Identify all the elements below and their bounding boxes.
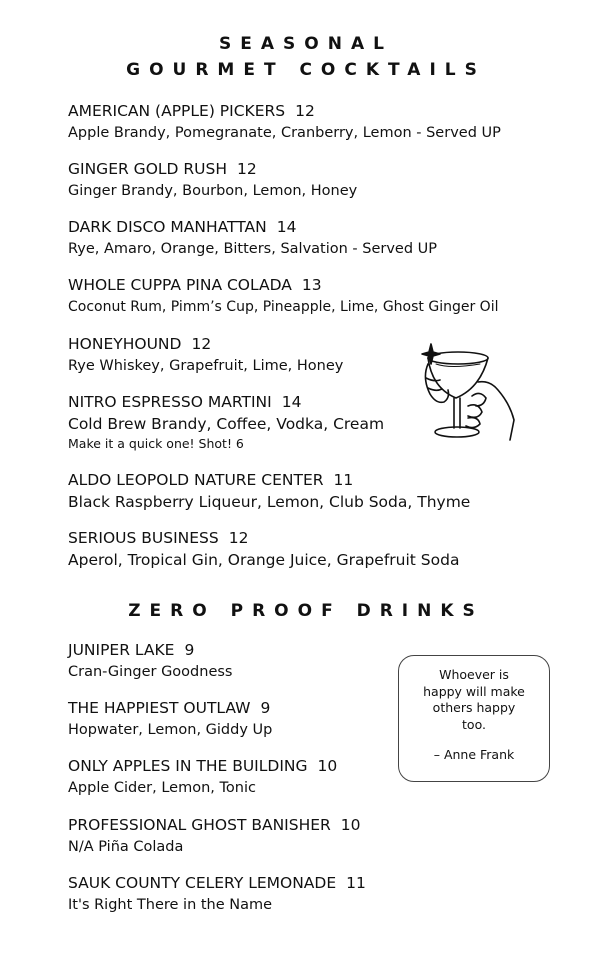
item-price: 12 [295,102,315,120]
item-description: Apple Brandy, Pomegranate, Cranberry, Lemon - Served UP [68,125,501,141]
menu-item [68,216,437,260]
item-name: THE HAPPIEST OUTLAW [68,699,251,717]
menu-item [68,697,272,741]
item-name: NITRO ESPRESSO MARTINI [68,393,272,411]
item-description: Coconut Rum, Pimm’s Cup, Pineapple, Lime, Ghost Ginger Oil [68,299,499,315]
menu-item [68,527,459,571]
menu-item [68,814,361,858]
cocktail-glass-icon [420,342,520,446]
item-description: Hopwater, Lemon, Giddy Up [68,722,273,738]
item-description: Aperol, Tropical Gin, Orange Juice, Grapefruit Soda [68,551,460,569]
quote-author: – Anne Frank [433,747,515,762]
item-name: SAUK COUNTY CELERY LEMONADE [68,874,337,892]
cocktails-heading-line2: GOURMET COCKTAILS [126,60,486,80]
item-name: DARK DISCO MANHATTAN [68,218,267,236]
menu-item [68,872,366,916]
menu-item [68,639,232,683]
item-price: 9 [184,641,195,659]
item-name: ONLY APPLES IN THE BUILDING [68,757,308,775]
item-price: 11 [346,874,366,892]
item-price: 12 [191,335,212,353]
item-description: It's Right There in the Name [68,897,273,913]
item-name: SERIOUS BUSINESS [68,529,219,547]
menu-item [68,755,337,799]
item-description: Black Raspberry Liqueur, Lemon, Club Soda, Thyme [68,493,471,511]
zero-proof-heading: ZERO PROOF DRINKS [128,601,484,621]
menu-item [68,100,501,144]
quote-box [398,655,550,782]
item-description: Rye, Amaro, Orange, Bitters, Salvation - Served UP [68,241,438,257]
item-price: 9 [260,699,271,717]
item-price: 12 [237,160,257,178]
cocktails-heading-line1: SEASONAL [219,34,393,54]
item-price: 13 [301,276,322,294]
quote-text: Whoever is happy will make others happy too. [423,667,525,732]
item-price: 11 [333,471,354,489]
menu-item [68,274,498,318]
menu-item [68,391,384,453]
item-note: Make it a quick one! Shot! 6 [68,436,244,451]
item-price: 12 [228,529,249,547]
menu-item [68,333,343,377]
item-name: HONEYHOUND [68,335,182,353]
item-description: Cran-Ginger Goodness [68,664,233,680]
menu-item [68,158,357,202]
item-name: AMERICAN (APPLE) PICKERS [68,102,286,120]
item-name: JUNIPER LAKE [68,641,175,659]
menu-item [68,469,470,513]
item-description: Rye Whiskey, Grapefruit, Lime, Honey [68,358,344,374]
item-price: 10 [340,816,361,834]
item-price: 10 [317,757,338,775]
item-name: PROFESSIONAL GHOST BANISHER [68,816,331,834]
item-name: WHOLE CUPPA PINA COLADA [68,276,292,294]
item-name: GINGER GOLD RUSH [68,160,227,178]
item-description: N/A Piña Colada [68,839,184,855]
item-description: Apple Cider, Lemon, Tonic [68,780,256,796]
item-price: 14 [276,218,297,236]
item-description: Ginger Brandy, Bourbon, Lemon, Honey [68,183,358,199]
item-name: ALDO LEOPOLD NATURE CENTER [68,471,324,489]
item-price: 14 [281,393,302,411]
item-description: Cold Brew Brandy, Coffee, Vodka, Cream [68,415,385,433]
